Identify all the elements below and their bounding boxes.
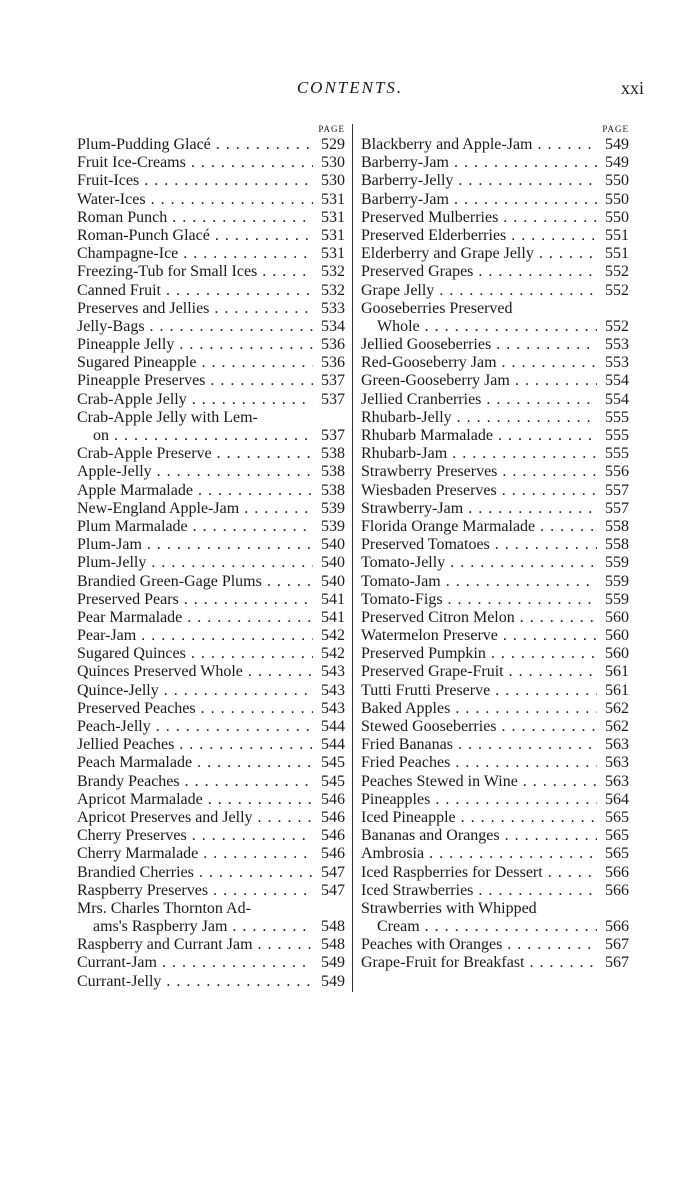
toc-entry-page: 552 <box>597 263 629 281</box>
toc-entry-title: Strawberry Preserves . . . <box>361 463 597 481</box>
toc-entry-page: 552 <box>597 282 629 300</box>
toc-entry-title: Gooseberries Preserved <box>361 299 513 317</box>
toc-entry-title: Jellied Peaches . . . <box>77 736 313 754</box>
toc-entry-title: Peaches Stewed in Wine . . . <box>361 773 597 791</box>
toc-entry <box>77 682 345 700</box>
toc-entry <box>361 409 629 427</box>
toc-entry-title: Cherry Preserves . . . <box>77 827 313 845</box>
toc-entry-title: Florida Orange Marmalade . . . <box>361 518 597 536</box>
toc-entry <box>77 573 345 591</box>
toc-entry-title: Plum-Jelly . . . <box>77 554 313 572</box>
toc-entry <box>361 500 629 518</box>
toc-entry <box>77 936 345 954</box>
toc-entry-page: 541 <box>313 609 345 627</box>
toc-entry <box>77 336 345 354</box>
toc-entry <box>361 754 629 772</box>
toc-entry <box>77 154 345 172</box>
toc-entry-page: 550 <box>597 209 629 227</box>
toc-entry-title: Barberry-Jam . . . <box>361 191 597 209</box>
page-number: xxi <box>620 78 644 98</box>
toc-entry <box>77 591 345 609</box>
toc-entry <box>361 318 629 336</box>
toc-entry-title: Tomato-Figs . . . <box>361 591 597 609</box>
toc-entry-page: 548 <box>313 936 345 954</box>
toc-entry-title: Roman-Punch Glacé . . . <box>77 227 313 245</box>
toc-entry-title: Quince-Jelly . . . <box>77 682 313 700</box>
toc-entry <box>361 627 629 645</box>
toc-entry <box>361 282 629 300</box>
toc-entry <box>77 845 345 863</box>
toc-entry <box>361 136 629 154</box>
toc-entry-title: Preserved Grapes . . . <box>361 263 597 281</box>
toc-entry <box>361 300 629 318</box>
toc-entry-title: Peaches with Oranges . . . <box>361 936 597 954</box>
toc-entry <box>77 263 345 281</box>
toc-entry-page: 559 <box>597 573 629 591</box>
toc-entry-title: Apple-Jelly . . . <box>77 463 313 481</box>
toc-entry-page: 560 <box>597 609 629 627</box>
entry-list-right <box>361 136 629 973</box>
toc-entry <box>361 518 629 536</box>
toc-entry-page: 550 <box>597 172 629 190</box>
toc-entry-page: 538 <box>313 445 345 463</box>
toc-entry <box>77 954 345 972</box>
toc-entry-title: Brandied Cherries . . . <box>77 864 313 882</box>
toc-entry <box>77 809 345 827</box>
toc-entry-title: Sugared Quinces . . . <box>77 645 313 663</box>
toc-entry <box>77 791 345 809</box>
toc-entry-title: Water-Ices . . . <box>77 191 313 209</box>
toc-entry <box>361 573 629 591</box>
toc-entry <box>77 227 345 245</box>
toc-entry <box>361 700 629 718</box>
toc-entry-page: 543 <box>313 663 345 681</box>
toc-entry-title: Tomato-Jam . . . <box>361 573 597 591</box>
toc-entry-title: Crab-Apple Jelly with Lem- <box>77 408 258 426</box>
toc-entry-title: Wiesbaden Preserves . . . <box>361 482 597 500</box>
toc-entry-page: 540 <box>313 536 345 554</box>
toc-entry-page: 550 <box>597 191 629 209</box>
toc-entry <box>77 554 345 572</box>
toc-entry <box>77 318 345 336</box>
toc-entry-page: 542 <box>313 645 345 663</box>
toc-entry <box>361 463 629 481</box>
toc-entry-title: Preserved Pumpkin . . . <box>361 645 597 663</box>
toc-entry-page: 531 <box>313 191 345 209</box>
toc-entry-title: Currant-Jam . . . <box>77 954 313 972</box>
toc-entry <box>77 209 345 227</box>
toc-entry <box>77 882 345 900</box>
toc-entry <box>361 645 629 663</box>
toc-entry-page: 567 <box>597 954 629 972</box>
toc-entry <box>77 191 345 209</box>
toc-entry <box>77 918 345 936</box>
toc-entry-title: Fried Peaches . . . <box>361 754 597 772</box>
toc-entry <box>361 609 629 627</box>
toc-entry-page: 545 <box>313 754 345 772</box>
toc-entry-page: 557 <box>597 500 629 518</box>
toc-entry-page: 532 <box>313 282 345 300</box>
toc-entry-page: 561 <box>597 663 629 681</box>
toc-entry-title: Canned Fruit . . . <box>77 282 313 300</box>
toc-entry-title: Elderberry and Grape Jelly . . . <box>361 245 597 263</box>
toc-entry-page: 539 <box>313 518 345 536</box>
toc-entry <box>77 900 345 918</box>
toc-entry-page: 539 <box>313 500 345 518</box>
toc-entry-page: 565 <box>597 827 629 845</box>
toc-entry-title: Pear-Jam . . . <box>77 627 313 645</box>
toc-entry <box>77 973 345 991</box>
toc-entry <box>361 736 629 754</box>
toc-entry-page: 558 <box>597 518 629 536</box>
toc-entry-title: Bananas and Oranges . . . <box>361 827 597 845</box>
toc-entry-page: 547 <box>313 882 345 900</box>
toc-entry-title: Iced Pineapple . . . <box>361 809 597 827</box>
toc-entry <box>361 209 629 227</box>
toc-entry-title: Jellied Cranberries . . . <box>361 391 597 409</box>
toc-entry <box>77 773 345 791</box>
toc-entry-page: 544 <box>313 736 345 754</box>
toc-entry-page: 556 <box>597 463 629 481</box>
toc-entry <box>77 827 345 845</box>
toc-entry <box>77 172 345 190</box>
toc-entry-title: Pineapple Jelly . . . <box>77 336 313 354</box>
toc-entry-page: 530 <box>313 172 345 190</box>
toc-entry-page: 529 <box>313 136 345 154</box>
toc-entry <box>361 845 629 863</box>
toc-entry-title: Plum-Pudding Glacé . . . <box>77 136 313 154</box>
toc-entry <box>77 518 345 536</box>
toc-entry-title: Tomato-Jelly . . . <box>361 554 597 572</box>
toc-entry-title: on . . . <box>77 427 313 445</box>
toc-entry <box>361 900 629 918</box>
toc-entry <box>77 500 345 518</box>
toc-entry-title: Barberry-Jelly . . . <box>361 172 597 190</box>
toc-entry-page: 559 <box>597 591 629 609</box>
toc-entry-title: Preserved Peaches . . . <box>77 700 313 718</box>
toc-entry-page: 563 <box>597 754 629 772</box>
toc-entry-title: Rhubarb-Jam . . . <box>361 445 597 463</box>
toc-entry <box>77 700 345 718</box>
toc-entry-page: 558 <box>597 536 629 554</box>
toc-entry-title: Apricot Marmalade . . . <box>77 791 313 809</box>
toc-entry-title: Watermelon Preserve . . . <box>361 627 597 645</box>
toc-entry-title: Blackberry and Apple-Jam . . . <box>361 136 597 154</box>
toc-entry <box>77 445 345 463</box>
toc-entry <box>361 536 629 554</box>
toc-entry-title: Apricot Preserves and Jelly . . . <box>77 809 313 827</box>
toc-entry-title: Jelly-Bags . . . <box>77 318 313 336</box>
toc-entry-page: 546 <box>313 791 345 809</box>
toc-entry <box>361 809 629 827</box>
toc-entry-title: Freezing-Tub for Small Ices . . . <box>77 263 313 281</box>
toc-entry <box>77 482 345 500</box>
toc-entry-title: Raspberry and Currant Jam . . . <box>77 936 313 954</box>
toc-entry-page: 566 <box>597 882 629 900</box>
toc-entry-page: 540 <box>313 554 345 572</box>
toc-entry <box>361 445 629 463</box>
toc-entry-page: 554 <box>597 372 629 390</box>
column-divider <box>352 124 353 992</box>
toc-entry-page: 546 <box>313 845 345 863</box>
toc-entry-title: Cream . . . <box>361 918 597 936</box>
page-column-label: PAGE <box>602 124 629 134</box>
toc-entry-page: 547 <box>313 864 345 882</box>
toc-entry <box>361 172 629 190</box>
toc-entry-page: 531 <box>313 245 345 263</box>
toc-entry-title: Plum-Jam . . . <box>77 536 313 554</box>
toc-entry <box>361 482 629 500</box>
toc-entry <box>77 754 345 772</box>
toc-entry <box>77 718 345 736</box>
toc-entry <box>361 882 629 900</box>
toc-entry-title: Brandy Peaches . . . <box>77 773 313 791</box>
toc-entry-title: Grape-Fruit for Breakfast . . . <box>361 954 597 972</box>
toc-entry <box>77 427 345 445</box>
toc-entry <box>77 536 345 554</box>
toc-entry-page: 546 <box>313 827 345 845</box>
toc-entry-page: 551 <box>597 227 629 245</box>
toc-entry-title: Fried Bananas . . . <box>361 736 597 754</box>
toc-entry <box>361 663 629 681</box>
toc-entry-page: 565 <box>597 809 629 827</box>
toc-entry-title: Fruit Ice-Creams . . . <box>77 154 313 172</box>
toc-entry-page: 560 <box>597 627 629 645</box>
toc-entry <box>361 336 629 354</box>
toc-entry-title: Iced Raspberries for Dessert . . . <box>361 864 597 882</box>
toc-entry <box>361 154 629 172</box>
toc-entry-page: 554 <box>597 391 629 409</box>
toc-entry-title: Fruit-Ices . . . <box>77 172 313 190</box>
toc-entry-title: Grape Jelly . . . <box>361 282 597 300</box>
toc-entry-title: Preserved Pears . . . <box>77 591 313 609</box>
toc-entry-page: 538 <box>313 482 345 500</box>
toc-entry-title: Crab-Apple Preserve . . . <box>77 445 313 463</box>
toc-entry <box>77 245 345 263</box>
page-column-label: PAGE <box>318 124 345 134</box>
toc-entry <box>77 391 345 409</box>
toc-entry-title: Pear Marmalade . . . <box>77 609 313 627</box>
toc-entry-title: Preserved Grape-Fruit . . . <box>361 663 597 681</box>
toc-entry <box>77 864 345 882</box>
toc-entry-page: 555 <box>597 427 629 445</box>
toc-entry-title: Crab-Apple Jelly . . . <box>77 391 313 409</box>
toc-entry-page: 532 <box>313 263 345 281</box>
contents-column-left <box>77 122 345 991</box>
toc-entry-page: 545 <box>313 773 345 791</box>
toc-entry-page: 555 <box>597 445 629 463</box>
toc-entry <box>77 136 345 154</box>
toc-entry-title: Quinces Preserved Whole . . . <box>77 663 313 681</box>
toc-entry-page: 564 <box>597 791 629 809</box>
toc-entry-page: 563 <box>597 736 629 754</box>
toc-entry-page: 533 <box>313 300 345 318</box>
toc-entry <box>361 591 629 609</box>
toc-entry-title: Rhubarb Marmalade . . . <box>361 427 597 445</box>
toc-entry-title: New-England Apple-Jam . . . <box>77 500 313 518</box>
toc-entry-title: Sugared Pineapple . . . <box>77 354 313 372</box>
toc-entry <box>77 663 345 681</box>
toc-entry-page: 530 <box>313 154 345 172</box>
toc-entry-title: Tutti Frutti Preserve . . . <box>361 682 597 700</box>
toc-entry-title: Iced Strawberries . . . <box>361 882 597 900</box>
toc-entry <box>361 191 629 209</box>
toc-entry <box>361 554 629 572</box>
toc-entry-title: Raspberry Preserves . . . <box>77 882 313 900</box>
toc-entry-title: Jellied Gooseberries . . . <box>361 336 597 354</box>
toc-entry-page: 566 <box>597 864 629 882</box>
toc-entry-page: 553 <box>597 336 629 354</box>
toc-entry <box>361 227 629 245</box>
toc-entry-title: Apple Marmalade . . . <box>77 482 313 500</box>
toc-entry <box>77 736 345 754</box>
running-title: CONTENTS. <box>296 78 404 97</box>
toc-entry-title: Mrs. Charles Thornton Ad- <box>77 899 251 917</box>
toc-entry <box>361 827 629 845</box>
toc-entry <box>361 354 629 372</box>
toc-entry-page: 549 <box>313 973 345 991</box>
toc-entry-title: Stewed Gooseberries . . . <box>361 718 597 736</box>
toc-entry <box>361 936 629 954</box>
page-header <box>0 78 700 108</box>
toc-entry-title: Roman Punch . . . <box>77 209 313 227</box>
toc-entry <box>77 354 345 372</box>
toc-entry <box>77 463 345 481</box>
toc-entry-title: Green-Gooseberry Jam . . . <box>361 372 597 390</box>
toc-entry-page: 565 <box>597 845 629 863</box>
toc-entry <box>361 372 629 390</box>
toc-entry-title: Strawberry-Jam . . . <box>361 500 597 518</box>
toc-entry-title: Ambrosia . . . <box>361 845 597 863</box>
toc-entry-page: 543 <box>313 700 345 718</box>
toc-entry <box>361 245 629 263</box>
toc-entry-page: 544 <box>313 718 345 736</box>
toc-entry-page: 540 <box>313 573 345 591</box>
toc-entry <box>361 718 629 736</box>
toc-entry <box>361 954 629 972</box>
toc-entry-page: 548 <box>313 918 345 936</box>
toc-entry-title: Pineapples . . . <box>361 791 597 809</box>
toc-entry-page: 536 <box>313 336 345 354</box>
toc-entry-title: Strawberries with Whipped <box>361 899 537 917</box>
toc-entry <box>361 864 629 882</box>
toc-entry <box>77 282 345 300</box>
toc-entry-title: Cherry Marmalade . . . <box>77 845 313 863</box>
toc-entry <box>361 918 629 936</box>
toc-entry-page: 537 <box>313 372 345 390</box>
toc-entry-page: 552 <box>597 318 629 336</box>
toc-entry-page: 563 <box>597 773 629 791</box>
toc-entry-page: 566 <box>597 918 629 936</box>
toc-entry <box>77 372 345 390</box>
toc-entry-page: 560 <box>597 645 629 663</box>
toc-entry <box>77 609 345 627</box>
toc-entry-page: 567 <box>597 936 629 954</box>
toc-entry-title: Preserved Tomatoes . . . <box>361 536 597 554</box>
toc-entry-title: Brandied Green-Gage Plums . . . <box>77 573 313 591</box>
entry-list-left <box>77 136 345 991</box>
toc-entry-page: 537 <box>313 391 345 409</box>
toc-entry-page: 531 <box>313 227 345 245</box>
toc-entry-page: 537 <box>313 427 345 445</box>
toc-entry-title: Red-Gooseberry Jam . . . <box>361 354 597 372</box>
toc-entry-page: 551 <box>597 245 629 263</box>
toc-entry-title: Pineapple Preserves . . . <box>77 372 313 390</box>
toc-entry <box>77 645 345 663</box>
toc-entry-title: Preserved Elderberries . . . <box>361 227 597 245</box>
toc-entry <box>361 391 629 409</box>
toc-entry-title: Preserved Mulberries . . . <box>361 209 597 227</box>
toc-entry <box>77 300 345 318</box>
toc-entry-page: 541 <box>313 591 345 609</box>
toc-entry <box>361 263 629 281</box>
toc-entry-title: Barberry-Jam . . . <box>361 154 597 172</box>
toc-entry-title: Champagne-Ice . . . <box>77 245 313 263</box>
toc-entry-title: ams's Raspberry Jam . . . <box>77 918 313 936</box>
toc-entry <box>361 791 629 809</box>
toc-entry <box>77 409 345 427</box>
toc-entry-page: 557 <box>597 482 629 500</box>
toc-entry-page: 549 <box>597 154 629 172</box>
toc-entry-page: 549 <box>597 136 629 154</box>
toc-entry-page: 555 <box>597 409 629 427</box>
toc-entry-page: 562 <box>597 718 629 736</box>
toc-entry-title: Plum Marmalade . . . <box>77 518 313 536</box>
toc-entry-title: Preserves and Jellies . . . <box>77 300 313 318</box>
toc-entry-title: Baked Apples . . . <box>361 700 597 718</box>
toc-entry-title: Preserved Citron Melon . . . <box>361 609 597 627</box>
toc-entry-page: 543 <box>313 682 345 700</box>
toc-entry-page: 549 <box>313 954 345 972</box>
toc-entry-page: 531 <box>313 209 345 227</box>
toc-entry-title: Peach-Jelly . . . <box>77 718 313 736</box>
toc-entry-page: 546 <box>313 809 345 827</box>
toc-entry-title: Whole . . . <box>361 318 597 336</box>
toc-entry <box>77 627 345 645</box>
toc-entry-page: 536 <box>313 354 345 372</box>
contents-column-right <box>361 122 629 973</box>
toc-entry-page: 562 <box>597 700 629 718</box>
toc-entry-title: Peach Marmalade . . . <box>77 754 313 772</box>
toc-entry-page: 561 <box>597 682 629 700</box>
toc-entry-title: Rhubarb-Jelly . . . <box>361 409 597 427</box>
toc-entry <box>361 773 629 791</box>
toc-entry-page: 538 <box>313 463 345 481</box>
toc-entry-page: 559 <box>597 554 629 572</box>
toc-entry-page: 542 <box>313 627 345 645</box>
toc-entry <box>361 682 629 700</box>
toc-entry-page: 534 <box>313 318 345 336</box>
toc-entry-page: 553 <box>597 354 629 372</box>
toc-entry-title: Currant-Jelly . . . <box>77 973 313 991</box>
toc-entry <box>361 427 629 445</box>
